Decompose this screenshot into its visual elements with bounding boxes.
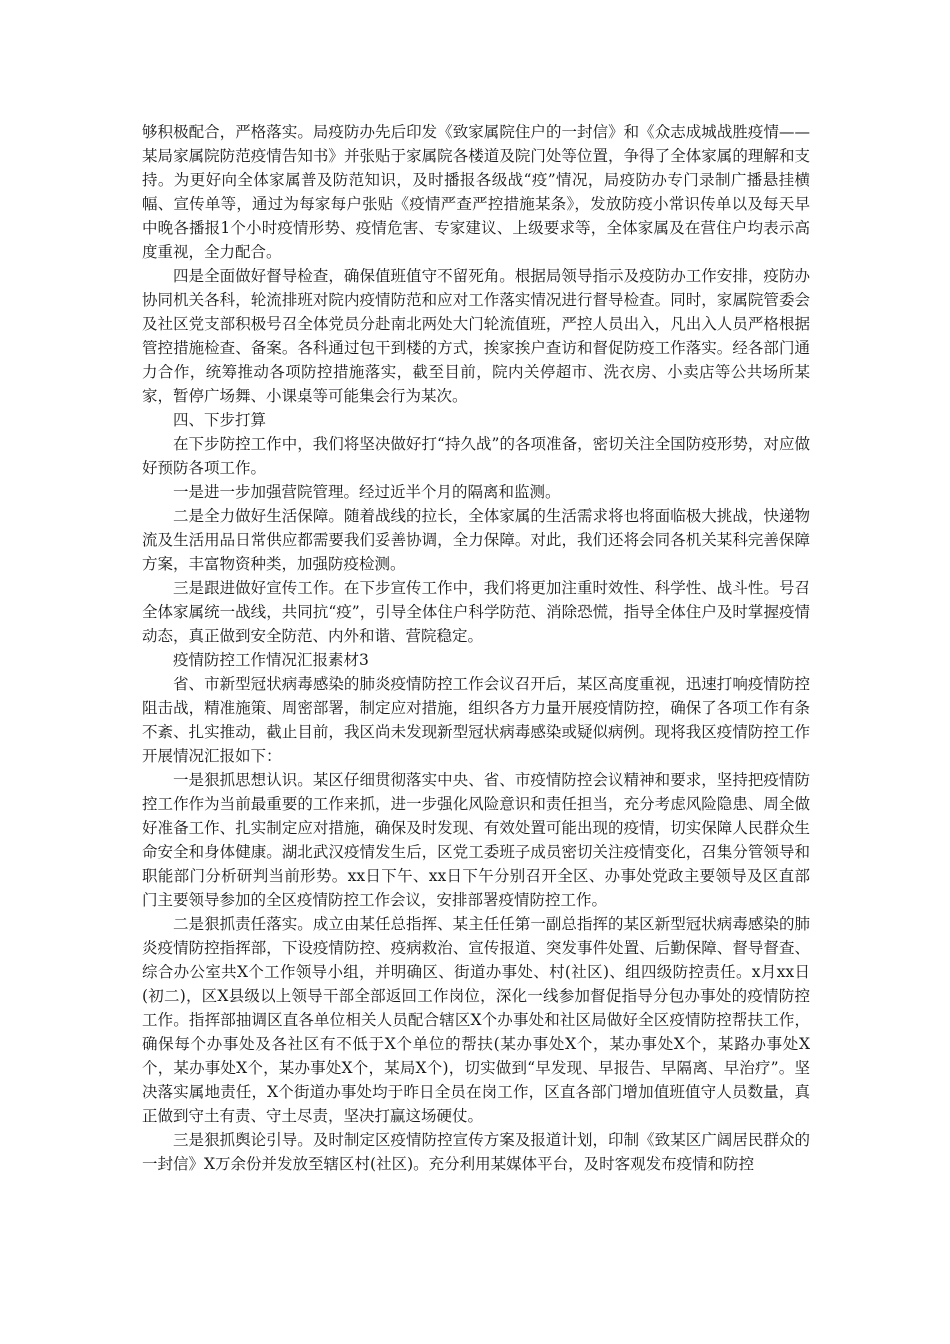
document-page — [142, 120, 810, 1176]
paragraph-next-steps-intro: 在下步防控工作中，我们将坚决做好打“持久战”的各项准备，密切关注全国防疫形势，对应做好预防各项工作。 — [142, 435, 810, 477]
paragraph-publicity: 三是跟进做好宣传工作。在下步宣传工作中，我们将更加注重时效性、科学性、战斗性。号召全体家属统一战线，共同抗“疫”，引导全体住户科学防范、消除恐慌，指导全体住户及时掌握疫情动态，真正做到安全防范、内外和谐、营院稳定。 — [142, 579, 810, 645]
paragraph-continuation: 够积极配合，严格落实。局疫防办先后印发《致家属院住户的一封信》和《众志成城战胜疫情——某局家属院防范疫情告知书》并张贴于家属院各楼道及院门处等位置，争得了全体家属的理解和支持。为更好向全体家属普及防范知识，及时播报各级战“疫”情况，局疫防办专门录制广播悬挂横幅、宣传单等，通过为每家每户张贴《疫情严查严控措施某条》，发放防疫小常识传单以及每天早中晚各播报1个小时疫情形势、疫情危害、专家建议、上级要求等，全体家属及在营住户均表示高度重视，全力配合。 — [142, 123, 810, 261]
paragraph-supervision: 四是全面做好督导检查，确保值班值守不留死角。根据局领导指示及疫防办工作安排，疫防办协同机关各科，轮流排班对院内疫情防范和应对工作落实情况进行督导检查。同时，家属院管委会及社区党支部积极号召全体党员分赴南北两处大门轮流值班，严控人员出入，凡出入人员严格根据管控措施检查、备案。各科通过包干到楼的方式，挨家挨户查访和督促防疫工作落实。经各部门通力合作，统筹推动各项防控措施落实，截至目前，院内关停超市、洗衣房、小卖店等公共场所某家，暂停广场舞、小课桌等可能集会行为某次。 — [142, 267, 810, 405]
paragraph-responsibility: 二是狠抓责任落实。成立由某任总指挥、某主任任第一副总指挥的某区新型冠状病毒感染的肺炎疫情防控指挥部，下设疫情防控、疫病救治、宣传报道、突发事件处置、后勤保障、督导督查、综合办公室共X个工作领导小组，并明确区、街道办事处、村(社区)、组四级防控责任。x月xx日(初二)，区X县级以上领导干部全部返回工作岗位，深化一线参加督促指导分包办事处的疫情防控工作。指挥部抽调区直各单位相关人员配合辖区X个办事处和社区局做好全区疫情防控帮扶工作，确保每个办事处及各社区有不低于X个单位的帮扶(某办事处X个，某办事处X个，某路办事处X个，某办事处X个，某办事处X个，某局X个)，切实做到“早发现、早报告、早隔离、早治疗”。坚决落实属地责任，X个街道办事处均于昨日全员在岗工作，区直各部门增加值班值守人员数量，真正做到守土有责、守土尽责，坚决打赢这场硬仗。 — [142, 915, 810, 1125]
paragraph-awareness: 一是狠抓思想认识。某区仔细贯彻落实中央、省、市疫情防控会议精神和要求，坚持把疫情防控工作作为当前最重要的工作来抓，进一步强化风险意识和责任担当，充分考虑风险隐患、周全做好准备工作、扎实制定应对措施，确保及时发现、有效处置可能出现的疫情，切实保障人民群众生命安全和身体健康。湖北武汉疫情发生后，区党工委班子成员密切关注疫情变化，召集分管领导和职能部门分析研判当前形势。xx日下午、xx日下午分别召开全区、办事处党政主要领导及区直部门主要领导参加的全区疫情防控工作会议，安排部署疫情防控工作。 — [142, 771, 810, 909]
material-title: 疫情防控工作情况汇报素材3 — [173, 651, 369, 669]
paragraph-living-support: 二是全力做好生活保障。随着战线的拉长，全体家属的生活需求将也将面临极大挑战，快递物流及生活用品日常供应都需要我们妥善协调，全力保障。对此，我们还将会同各机关某科完善保障方案，丰富物资种类，加强防疫检测。 — [142, 507, 810, 573]
section-heading-next-steps: 四、下步打算 — [173, 411, 267, 429]
paragraph-camp-management: 一是进一步加强营院管理。经过近半个月的隔离和监测。 — [173, 483, 561, 501]
paragraph-public-opinion: 三是狠抓舆论引导。及时制定区疫情防控宣传方案及报道计划，印制《致某区广阔居民群众的一封信》X万余份并发放至辖区村(社区)。充分利用某媒体平台，及时客观发布疫情和防控 — [142, 1131, 810, 1173]
paragraph-material-intro: 省、市新型冠状病毒感染的肺炎疫情防控工作会议召开后，某区高度重视，迅速打响疫情防控阻击战，精准施策、周密部署，制定应对措施，组织各方力量开展疫情防控，确保了各项工作有条不紊、扎实推动，截止目前，我区尚未发现新型冠状病毒感染或疑似病例。现将我区疫情防控工作开展情况汇报如下： — [142, 675, 810, 765]
